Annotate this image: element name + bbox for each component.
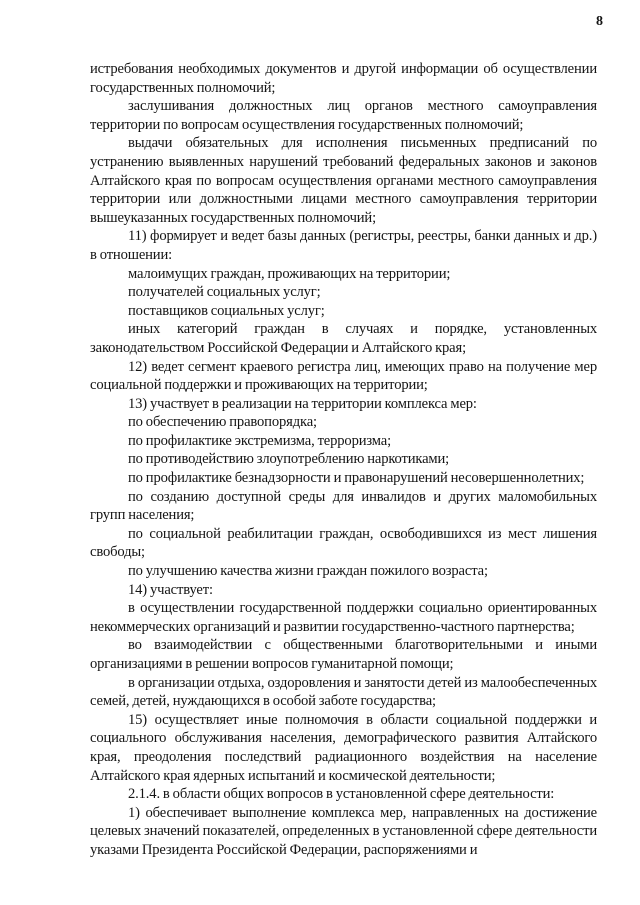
paragraph: иных категорий граждан в случаях и порядке, установленных законодательством Российской Федерации и Алтайского края; — [90, 321, 597, 356]
paragraph: 13) участвует в реализации на территории комплекса мер: — [128, 395, 477, 412]
paragraph: заслушивания должностных лиц органов местного самоуправления территории по вопросам осуществления государственных полномочий; — [90, 98, 597, 133]
paragraph: по профилактике экстремизма, терроризма; — [128, 432, 392, 449]
paragraph: малоимущих граждан, проживающих на территории; — [128, 265, 451, 282]
paragraph: по созданию доступной среды для инвалидов и других маломобильных групп населения; — [90, 488, 597, 524]
paragraph: во взаимодействии с общественными благотворительными и иными организациями в решении вопросов гуманитарной помощи; — [90, 637, 597, 672]
paragraph: 12) ведет сегмент краевого регистра лиц, имеющих право на получение мер социальной поддержки и проживающих на территории; — [90, 358, 597, 394]
page-number: 8 — [596, 14, 603, 29]
paragraph: по профилактике безнадзорности и правонарушений несовершеннолетних; — [128, 470, 585, 487]
paragraph: в осуществлении государственной поддержки социально ориентированных некоммерческих организаций и развитии государственно-частного партнерства; — [90, 600, 597, 635]
paragraph: 14) участвует: — [128, 581, 213, 598]
paragraph: 1) обеспечивает выполнение комплекса мер, направленных на достижение целевых значений показателей, определенных в установленной сфере деятельности указами Президента Российской Федерации, распоряжениями и — [90, 804, 597, 858]
paragraph: 2.1.4. в области общих вопросов в установленной сфере деятельности: — [128, 786, 555, 803]
paragraph: 15) осуществляет иные полномочия в области социальной поддержки и социального обслуживания населения, демографического развития Алтайского края, преодоления последствий радиационного воздействия на население Алтайского края ядерных испытаний и космической деятельности; — [90, 711, 597, 784]
paragraph: по противодействию злоупотреблению наркотиками; — [128, 451, 450, 468]
paragraph: в организации отдыха, оздоровления и занятости детей из малообеспеченных семей, детей, нуждающихся в особой заботе государства; — [90, 674, 597, 710]
paragraph: получателей социальных услуг; — [128, 284, 321, 301]
paragraph: по обеспечению правопорядка; — [128, 414, 317, 431]
paragraph: истребования необходимых документов и другой информации об осуществлении государственных полномочий; — [90, 61, 597, 96]
paragraph: поставщиков социальных услуг; — [128, 302, 325, 319]
paragraph: 11) формирует и ведет базы данных (регистры, реестры, банки данных и др.) в отношении: — [90, 228, 597, 263]
document-body — [90, 60, 597, 860]
paragraph: выдачи обязательных для исполнения письменных предписаний по устранению выявленных нарушений требований федеральных законов и законов Алтайского края по вопросам осуществления органами местного самоуправления территории или должностными лицами местного самоуправления территории вышеуказанных государственных полномочий; — [90, 135, 597, 226]
paragraph: по социальной реабилитации граждан, освободившихся из мест лишения свободы; — [90, 525, 597, 561]
paragraph: по улучшению качества жизни граждан пожилого возраста; — [128, 563, 488, 580]
